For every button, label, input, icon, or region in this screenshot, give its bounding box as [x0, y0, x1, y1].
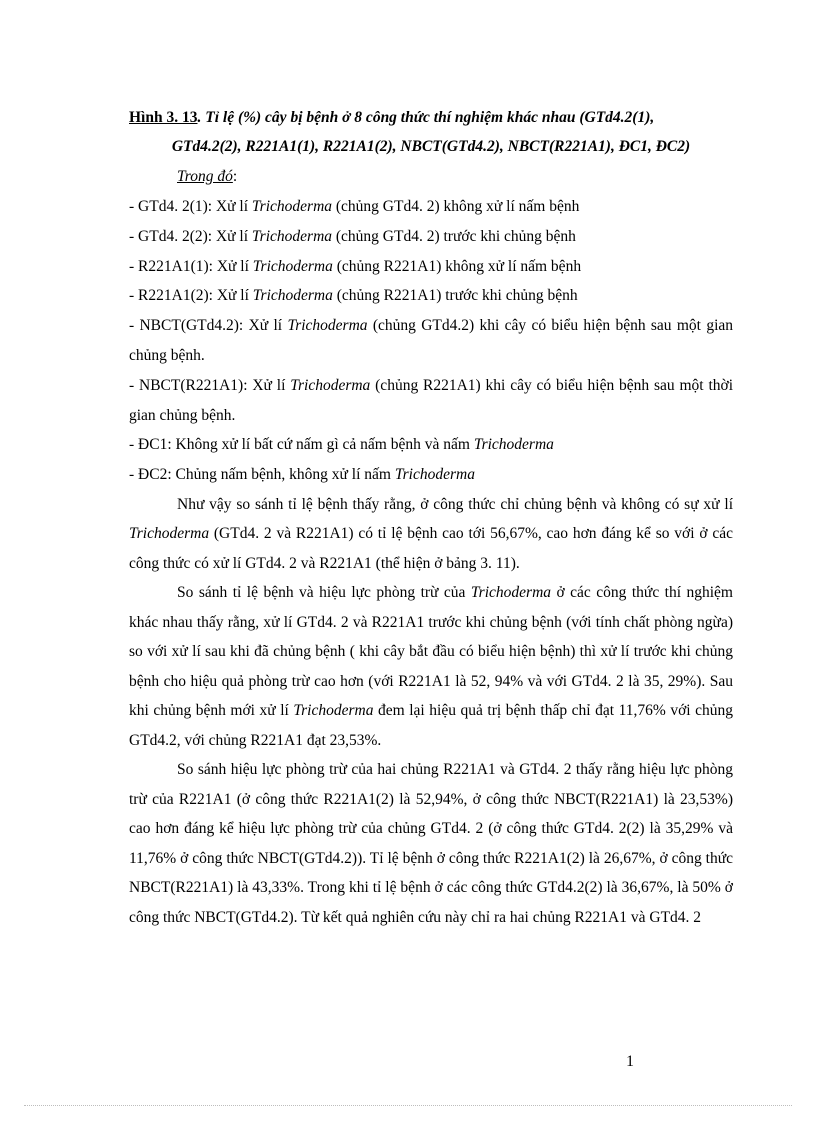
document-page — [129, 103, 733, 932]
page-number: 1 — [626, 1053, 634, 1070]
legend-intro-label: Trong đó — [177, 168, 233, 185]
legend-intro — [177, 161, 733, 192]
legend-item-r221a1-2: - R221A1(2): Xử lí Trichoderma (chủng R221A1) trước khi chủng bệnh — [129, 287, 578, 305]
legend-item-nbct-gtd4-2: - NBCT(GTd4.2): Xử lí Trichoderma (chủng GTd4.2) khi cây có biểu hiện bệnh sau một gian chủng bệnh. — [129, 317, 734, 364]
paragraph-3: So sánh hiệu lực phòng trừ của hai chủng R221A1 và GTd4. 2 thấy rằng hiệu lực phòng trừ của R221A1 (ở công thức R221A1(2) là 52,94%, ở công thức NBCT(R221A1) là 23,53%) cao hơn đáng kể hiệu lực phòng trừ của chủng GTd4. 2 (ở công thức GTd4. 2(2) là 35,29% và 11,76% ở công thức NBCT(GTd4.2)). Tỉ lệ bệnh ở công thức R221A1(2) là 26,67%, ở công thức NBCT(R221A1) là 43,33%. Trong khi tỉ lệ bệnh ở các công thức GTd4.2(2) là 36,67%, là 50% ở công thức NBCT(GTd4.2). Từ kết quả nghiên cứu này chỉ ra hai chủng R221A1 và GTd4. 2 — [129, 761, 733, 926]
caption-line-2: GTd4.2(2), R221A1(1), R221A1(2), NBCT(GTd4.2), NBCT(R221A1), ĐC1, ĐC2) — [171, 138, 691, 155]
legend-item-dc1: - ĐC1: Không xử lí bất cứ nấm gì cả nấm bệnh và nấm Trichoderma — [129, 436, 554, 454]
legend-item-gtd4-2-2: - GTd4. 2(2): Xử lí Trichoderma (chủng GTd4. 2) trước khi chủng bệnh — [129, 227, 576, 245]
figure-caption — [129, 103, 733, 161]
page-bottom-divider — [24, 1105, 792, 1106]
legend-intro-colon: : — [232, 168, 238, 185]
caption-line-1: . Tỉ lệ (%) cây bị bệnh ở 8 công thức thí nghiệm khác nhau (GTd4.2(1), — [197, 109, 655, 126]
legend-item-gtd4-2-1: - GTd4. 2(1): Xử lí Trichoderma (chủng GTd4. 2) không xử lí nấm bệnh — [129, 198, 580, 215]
paragraph-1: Như vậy so sánh tỉ lệ bệnh thấy rằng, ở công thức chỉ chủng bệnh và không có sự xử lí Trichoderma (GTd4. 2 và R221A1) có tỉ lệ bệnh cao tới 56,67%, cao hơn đáng kể so với ở các công thức có xử lí GTd4. 2 và R221A1 (thể hiện ở bảng 3. 11). — [129, 495, 733, 572]
legend-item-r221a1-1: - R221A1(1): Xử lí Trichoderma (chủng R221A1) không xử lí nấm bệnh — [129, 257, 582, 275]
legend-item-dc2: - ĐC2: Chủng nấm bệnh, không xử lí nấm Trichoderma — [129, 466, 475, 484]
figure-label: Hình 3. 13 — [129, 109, 198, 126]
legend-item-nbct-r221a1: - NBCT(R221A1): Xử lí Trichoderma (chủng R221A1) khi cây có biểu hiện bệnh sau một thời gian chủng bệnh. — [129, 376, 734, 424]
paragraph-2: So sánh tỉ lệ bệnh và hiệu lực phòng trừ của Trichoderma ở các công thức thí nghiệm khác nhau thấy rằng, xử lí GTd4. 2 và R221A1 trước khi chủng bệnh (với tính chất phòng ngừa) so với xử lí sau khi đã chủng bệnh ( khi cây bắt đầu có biểu hiện bệnh) thì xử lí trước khi chủng bệnh cho hiệu quả phòng trừ cao hơn (với R221A1 là 52, 94% và với GTd4. 2 là 35, 29%). Sau khi chủng bệnh mới xử lí Trichoderma đem lại hiệu quả trị bệnh thấp chỉ đạt 11,76% với chủng GTd4.2, với chủng R221A1 đạt 23,53%. — [129, 584, 733, 749]
